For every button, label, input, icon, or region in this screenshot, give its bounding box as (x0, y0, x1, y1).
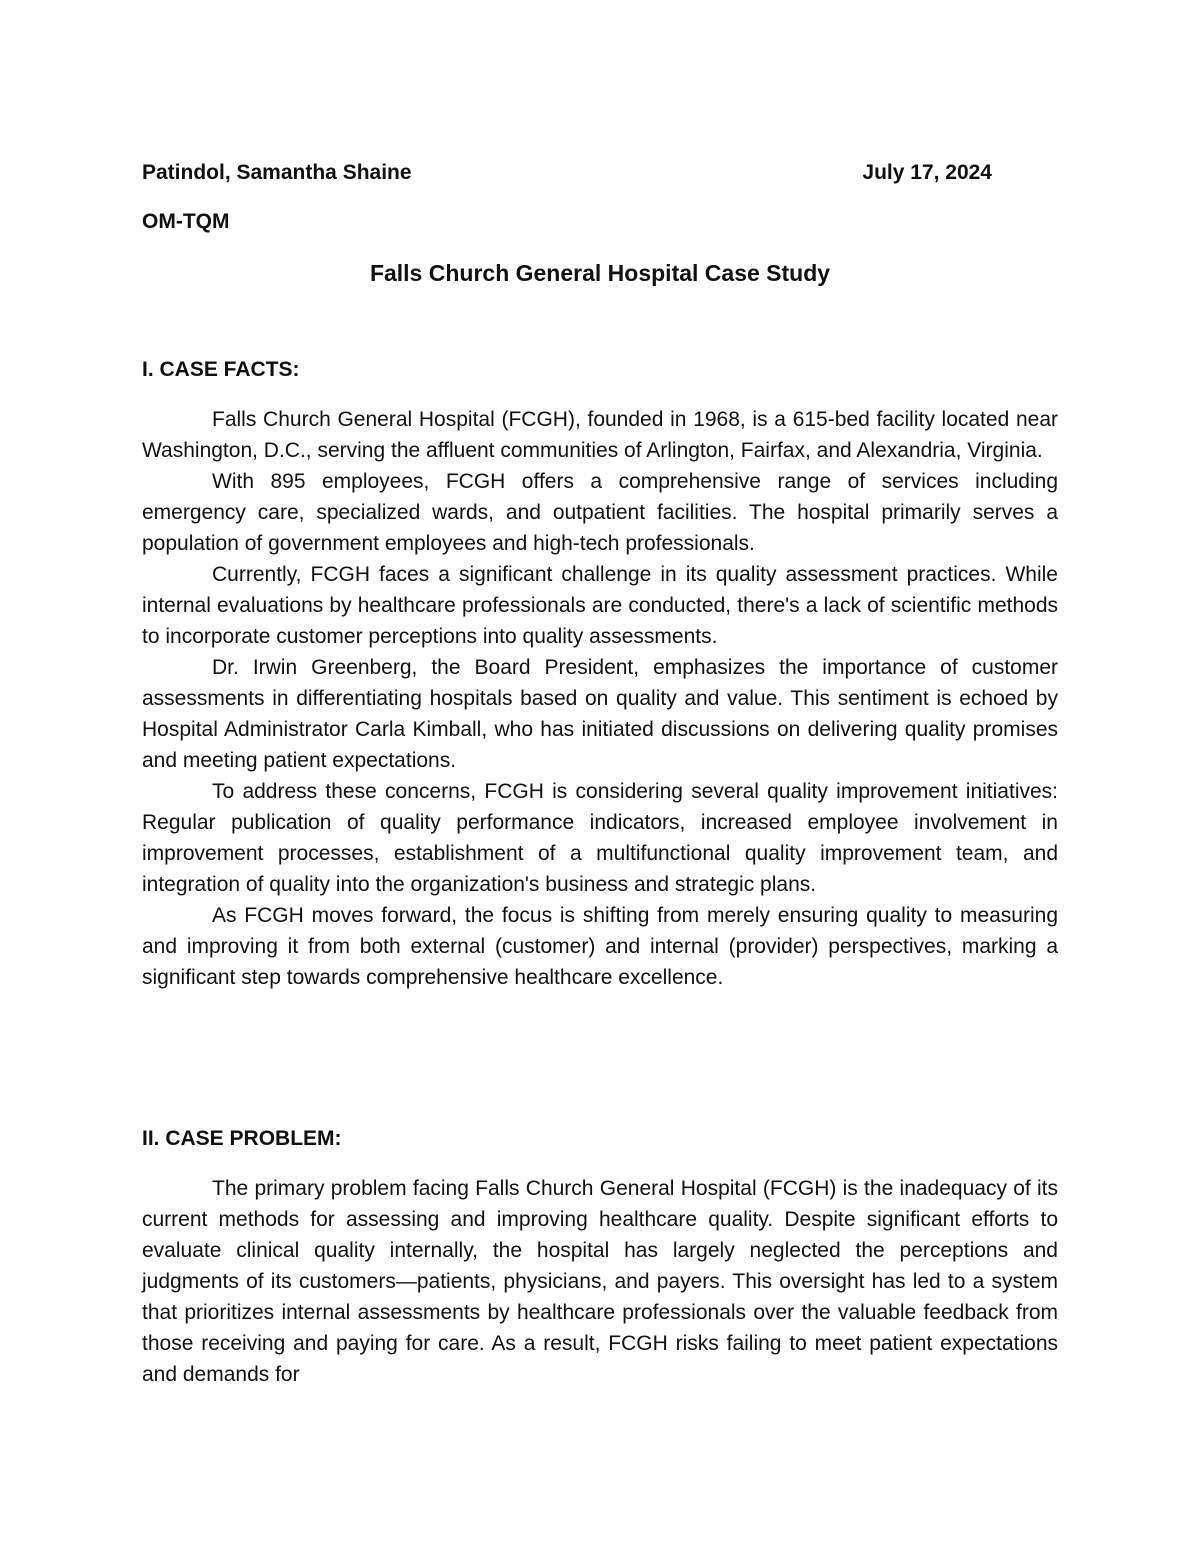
paragraph: As FCGH moves forward, the focus is shifting from merely ensuring quality to measuring and improving it from both external (customer) and internal (provider) perspectives, marking a significant step towards comprehensive healthcare excellence. (142, 904, 1058, 989)
section-heading-case-problem: II. CASE PROBLEM: (142, 1127, 342, 1150)
document-title: Falls Church General Hospital Case Study (369, 260, 831, 286)
author-name: Patindol, Samantha Shaine (142, 161, 412, 184)
paragraph: To address these concerns, FCGH is considering several quality improvement initiatives: Regular publication of quality performance indicators, increased employee involvement in improvement processes, establishment of a multifunctional quality improvement team, and integration of quality into the organization's business and strategic plans. (142, 780, 1058, 896)
document-page (142, 0, 1058, 1553)
paragraph: Falls Church General Hospital (FCGH), founded in 1968, is a 615-bed facility located near Washington, D.C., serving the affluent communities of Arlington, Fairfax, and Alexandria, Virginia. (142, 408, 1058, 462)
paragraph: Dr. Irwin Greenberg, the Board President, emphasizes the importance of customer assessments in differentiating hospitals based on quality and value. This sentiment is echoed by Hospital Administrator Carla Kimball, who has initiated discussions on delivering quality promises and meeting patient expectations. (142, 656, 1058, 772)
document-date: July 17, 2024 (862, 161, 992, 184)
section-body-case-problem (142, 1173, 1058, 1390)
section-heading-case-facts: I. CASE FACTS: (142, 358, 300, 381)
paragraph: With 895 employees, FCGH offers a comprehensive range of services including emergency care, specialized wards, and outpatient facilities. The hospital primarily serves a population of government employees and high-tech professionals. (142, 470, 1058, 555)
section-body-case-facts (142, 404, 1058, 993)
paragraph: Currently, FCGH faces a significant challenge in its quality assessment practices. While internal evaluations by healthcare professionals are conducted, there's a lack of scientific methods to incorporate customer perceptions into quality assessments. (142, 563, 1058, 648)
course-code: OM-TQM (142, 210, 230, 233)
paragraph: The primary problem facing Falls Church General Hospital (FCGH) is the inadequacy of its current methods for assessing and improving healthcare quality. Despite significant efforts to evaluate clinical quality internally, the hospital has largely neglected the perceptions and judgments of its customers—patients, physicians, and payers. This oversight has led to a system that prioritizes internal assessments by healthcare professionals over the valuable feedback from those receiving and paying for care. As a result, FCGH risks failing to meet patient expectations and demands for (142, 1177, 1058, 1386)
